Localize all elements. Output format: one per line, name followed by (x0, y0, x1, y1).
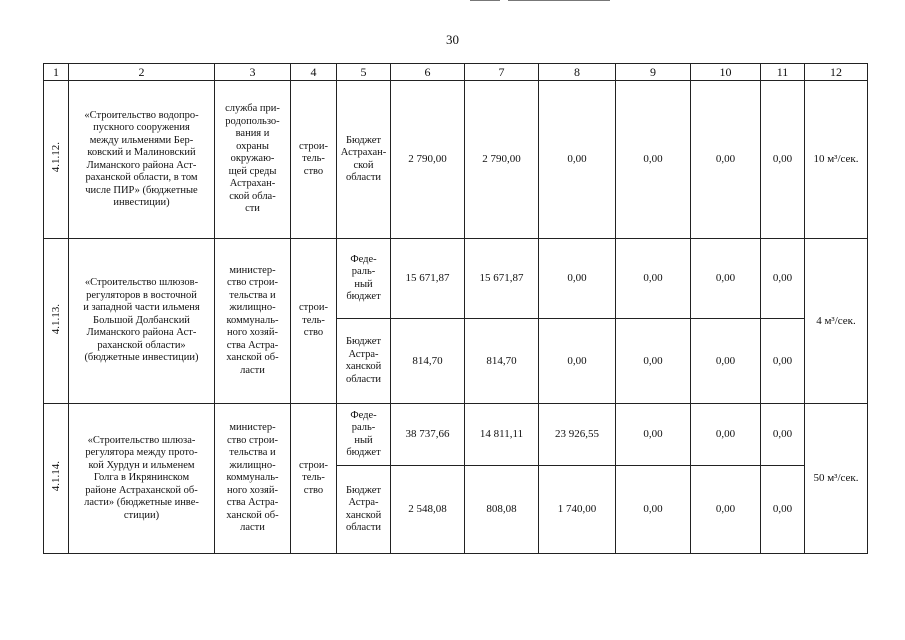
funding-source: Бюджет Астра- ханской области (337, 466, 391, 554)
amount-col11: 0,00 (761, 319, 805, 404)
amount-col11: 0,00 (761, 466, 805, 554)
column-header: 10 (691, 64, 761, 81)
column-header: 4 (291, 64, 337, 81)
amount-col11: 0,00 (761, 81, 805, 239)
amount-col7: 808,08 (465, 466, 539, 554)
funding-source: Бюджет Астрахан- ской области (337, 81, 391, 239)
column-header: 9 (616, 64, 691, 81)
amount-total: 38 737,66 (391, 404, 465, 466)
amount-col10: 0,00 (691, 319, 761, 404)
amount-col9: 0,00 (616, 319, 691, 404)
funding-source: Феде- раль- ный бюджет (337, 404, 391, 466)
top-rule-left (470, 0, 500, 1)
row-number-cell (44, 404, 69, 554)
amount-col11: 0,00 (761, 239, 805, 319)
responsible-body: министер- ство строи- тельства и жилищно- коммуналь- ного хозяй- ства Астра- ханской об- ласти (215, 239, 291, 404)
amount-total: 15 671,87 (391, 239, 465, 319)
project-name: «Строительство водопро- пускного сооружения между ильменями Бер- ковский и Малиновский Лиманского района Аст- раханской области, в том числе ПИР» (бюджетные инвестиции) (69, 81, 215, 239)
amount-col8: 1 740,00 (539, 466, 616, 554)
column-header: 5 (337, 64, 391, 81)
amount-col10: 0,00 (691, 81, 761, 239)
row-number: 4.1.13. (49, 303, 62, 334)
amount-col10: 0,00 (691, 404, 761, 466)
amount-col9: 0,00 (616, 404, 691, 466)
column-header: 8 (539, 64, 616, 81)
amount-col9: 0,00 (616, 81, 691, 239)
funding-source: Бюджет Астра- ханской области (337, 319, 391, 404)
amount-col7: 15 671,87 (465, 239, 539, 319)
column-header: 2 (69, 64, 215, 81)
amount-col8: 23 926,55 (539, 404, 616, 466)
column-header: 12 (805, 64, 868, 81)
table-row (44, 239, 868, 319)
project-name: «Строительство шлюзов- регуляторов в восточной и западной части ильменя Большой Долбанский Лиманского района Аст- раханской области» (бюджетные инвестиции) (69, 239, 215, 404)
row-number: 4.1.12. (49, 142, 62, 173)
amount-col8: 0,00 (539, 81, 616, 239)
amount-col8: 0,00 (539, 319, 616, 404)
responsible-body: служба при- родопользо- вания и охраны окружаю- щей среды Астрахан- ской обла- сти (215, 81, 291, 239)
amount-col10: 0,00 (691, 466, 761, 554)
column-header: 1 (44, 64, 69, 81)
work-type: строи- тель- ство (291, 239, 337, 404)
capacity: 10 м³/сек. (805, 81, 868, 239)
amount-col7: 14 811,11 (465, 404, 539, 466)
amount-col9: 0,00 (616, 239, 691, 319)
row-number: 4.1.14. (49, 461, 62, 492)
funding-source: Феде- раль- ный бюджет (337, 239, 391, 319)
column-header: 6 (391, 64, 465, 81)
amount-total: 814,70 (391, 319, 465, 404)
amount-total: 2 548,08 (391, 466, 465, 554)
amount-col7: 2 790,00 (465, 81, 539, 239)
responsible-body: министер- ство строи- тельства и жилищно- коммуналь- ного хозяй- ства Астра- ханской об- ласти (215, 404, 291, 554)
column-header: 7 (465, 64, 539, 81)
table-row (44, 81, 868, 239)
amount-col11: 0,00 (761, 404, 805, 466)
amount-col8: 0,00 (539, 239, 616, 319)
amount-col9: 0,00 (616, 466, 691, 554)
work-type: строи- тель- ство (291, 81, 337, 239)
amount-total: 2 790,00 (391, 81, 465, 239)
page-number: 30 (446, 32, 459, 47)
row-number-cell (44, 81, 69, 239)
column-numbers-row (44, 64, 868, 81)
budget-table (43, 63, 868, 554)
amount-col10: 0,00 (691, 239, 761, 319)
amount-col7: 814,70 (465, 319, 539, 404)
top-rule-right (508, 0, 610, 1)
table-row (44, 404, 868, 466)
column-header: 11 (761, 64, 805, 81)
work-type: строи- тель- ство (291, 404, 337, 554)
project-name: «Строительство шлюза- регулятора между прото- кой Хурдун и ильменем Голга в Икрянинском районе Астраханской об- ласти» (бюджетные инве- стиции) (69, 404, 215, 554)
column-header: 3 (215, 64, 291, 81)
capacity: 50 м³/сек. (805, 404, 868, 554)
row-number-cell (44, 239, 69, 404)
capacity: 4 м³/сек. (805, 239, 868, 404)
